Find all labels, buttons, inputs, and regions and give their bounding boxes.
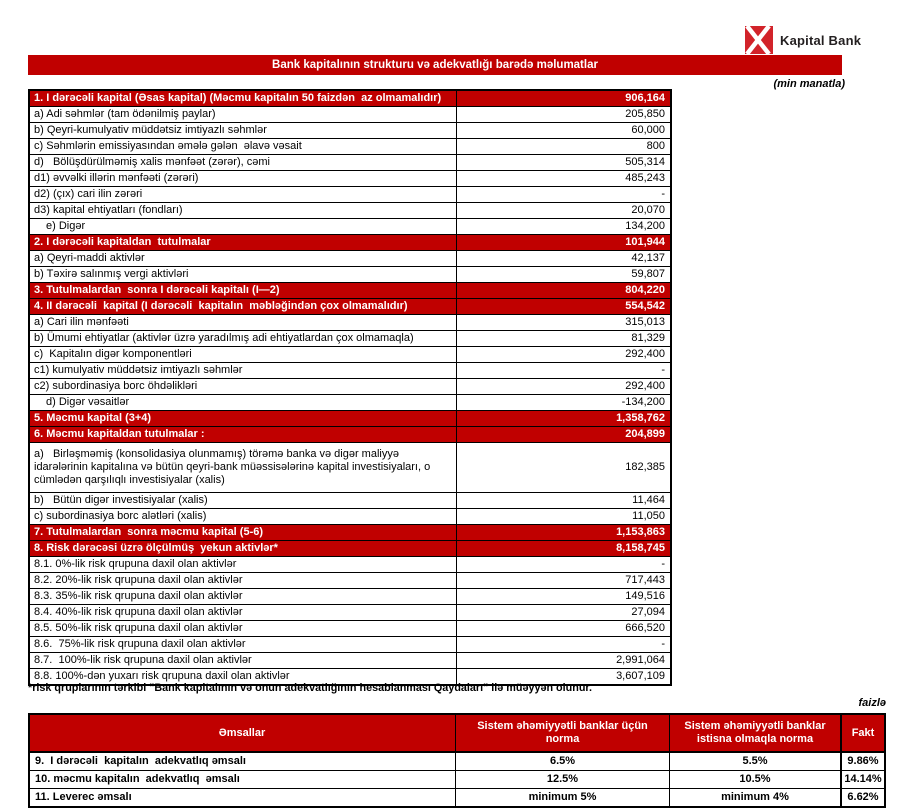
row-value: 59,807 xyxy=(456,267,670,282)
table-row xyxy=(30,652,670,668)
row-label: 8.2. 20%-lik risk qrupuna daxil olan aktivlər xyxy=(34,574,243,586)
table-row xyxy=(30,122,670,138)
capital-table xyxy=(28,89,672,686)
fact-value: 14.14% xyxy=(840,771,884,788)
row-value: 134,200 xyxy=(456,219,670,234)
row-label: 3. Tutulmalardan sonra I dərəcəli kapitalı (I—2) xyxy=(34,284,280,296)
row-label: 8.6. 75%-lik risk qrupuna daxil olan aktivlər xyxy=(34,638,246,650)
row-value: 20,070 xyxy=(456,203,670,218)
kapital-bank-logo xyxy=(745,26,861,54)
row-label: c) Kapitalın digər komponentləri xyxy=(34,348,192,360)
systemic-norm-value: minimum 5% xyxy=(455,789,669,806)
row-value: - xyxy=(456,187,670,202)
row-label: a) Qeyri-maddi aktivlər xyxy=(34,252,145,264)
table-row xyxy=(30,508,670,524)
row-value: 1,153,863 xyxy=(456,525,670,540)
row-label: 7. Tutulmalardan sonra məcmu kapital (5-6) xyxy=(34,526,264,538)
row-label: d2) (çıx) cari ilin zərəri xyxy=(34,188,143,200)
row-label: 1. I dərəcəli kapital (Əsas kapital) (Məcmu kapitalın 50 faizdən az olmamalıdır) xyxy=(34,92,442,104)
table-section-row xyxy=(30,298,670,314)
table-row xyxy=(30,138,670,154)
risk-groups-footnote: *risk qruplarının tərkibi "Bank kapitalının və onun adekvatlığının hesablanması Qaydaları" ilə müəyyən olunur. xyxy=(28,682,593,694)
table-row xyxy=(30,620,670,636)
row-value: 204,899 xyxy=(456,427,670,442)
header-fact: Fakt xyxy=(840,715,884,751)
row-label: d) Digər vəsaitlər xyxy=(46,396,130,408)
row-label: a) Birləşməmiş (konsolidasiya olunmamış) törəmə banka və digər maliyyə idarələrinin kapitalına və bütün qeyri-bank müəssisələrinə kapital investisiyaları, o cümlədən qarşılıqlı investisiyalar (xalis) xyxy=(34,448,434,486)
table-section-row xyxy=(30,410,670,426)
row-value: 554,542 xyxy=(456,299,670,314)
row-label: 8.5. 50%-lik risk qrupuna daxil olan aktivlər xyxy=(34,622,243,634)
table-row xyxy=(30,604,670,620)
row-value: 149,516 xyxy=(456,589,670,604)
row-value: 2,991,064 xyxy=(456,653,670,668)
row-value: 101,944 xyxy=(456,235,670,250)
row-label: b) Bütün digər investisiyalar (xalis) xyxy=(34,494,208,506)
row-label: d) Bölüşdürülməmiş xalis mənfəət (zərər), cəmi xyxy=(34,156,270,168)
header-coefficients: Əmsallar xyxy=(218,726,266,739)
table-row xyxy=(30,106,670,122)
table-row xyxy=(30,202,670,218)
ratio-row xyxy=(30,753,884,770)
row-value: 11,050 xyxy=(456,509,670,524)
row-value: 11,464 xyxy=(456,493,670,508)
table-section-row xyxy=(30,426,670,442)
ratio-row xyxy=(30,788,884,806)
kapital-bank-logo-icon xyxy=(745,26,773,54)
table-row xyxy=(30,266,670,282)
row-value: 81,329 xyxy=(456,331,670,346)
row-label: c) Səhmlərin emissiyasından əmələ gələn əlavə vəsait xyxy=(34,140,302,152)
logo-text: Kapital Bank xyxy=(780,32,862,48)
row-value: 505,314 xyxy=(456,155,670,170)
table-row xyxy=(30,588,670,604)
row-value: 1,358,762 xyxy=(456,411,670,426)
table-row xyxy=(30,378,670,394)
table-section-row xyxy=(30,524,670,540)
row-value: -134,200 xyxy=(456,395,670,410)
row-label: a) Cari ilin mənfəəti xyxy=(34,316,129,328)
ratios-table-header xyxy=(30,715,884,751)
row-label: 8.8. 100%-dən yuxarı risk qrupuna daxil olan aktivlər xyxy=(34,670,290,682)
row-value: 666,520 xyxy=(456,621,670,636)
table-section-row xyxy=(30,234,670,250)
row-value: 906,164 xyxy=(456,91,670,106)
row-value: 27,094 xyxy=(456,605,670,620)
row-label: 8.1. 0%-lik risk qrupuna daxil olan aktivlər xyxy=(34,558,237,570)
non-systemic-norm-value: minimum 4% xyxy=(669,789,840,806)
fact-value: 6.62% xyxy=(840,789,884,806)
row-label: e) Digər xyxy=(46,220,86,232)
row-label: d3) kapital ehtiyatları (fondları) xyxy=(34,204,183,216)
table-row xyxy=(30,330,670,346)
row-value: - xyxy=(456,557,670,572)
row-label: c2) subordinasiya borc öhdəlikləri xyxy=(34,380,198,392)
row-label: 6. Məcmu kapitaldan tutulmalar : xyxy=(34,428,205,440)
percent-note: faizlə xyxy=(858,697,886,709)
ratio-label: 9. I dərəcəli kapitalın adekvatlıq əmsalı xyxy=(35,755,246,767)
ratio-label: 11. Leverec əmsalı xyxy=(35,791,132,803)
row-value: - xyxy=(456,637,670,652)
table-row xyxy=(30,154,670,170)
table-section-row xyxy=(30,282,670,298)
table-row xyxy=(30,186,670,202)
row-value: 717,443 xyxy=(456,573,670,588)
header-non-systemic-norm: Sistem əhəmiyyətli banklar istisna olmaqla norma xyxy=(669,715,840,751)
fact-value: 9.86% xyxy=(840,753,884,770)
table-row xyxy=(30,556,670,572)
row-value: 800 xyxy=(456,139,670,154)
row-label: 2. I dərəcəli kapitaldan tutulmalar xyxy=(34,236,211,248)
table-row xyxy=(30,492,670,508)
table-section-row xyxy=(30,91,670,106)
table-row xyxy=(30,572,670,588)
table-row xyxy=(30,314,670,330)
row-label: 8.7. 100%-lik risk qrupuna daxil olan aktivlər xyxy=(34,654,252,666)
table-row xyxy=(30,218,670,234)
row-value: 42,137 xyxy=(456,251,670,266)
table-row xyxy=(30,250,670,266)
row-value: 182,385 xyxy=(456,443,670,492)
table-row xyxy=(30,362,670,378)
table-row xyxy=(30,170,670,186)
row-value: 485,243 xyxy=(456,171,670,186)
ratio-row xyxy=(30,770,884,788)
row-label: a) Adi səhmlər (tam ödənilmiş paylar) xyxy=(34,108,216,120)
systemic-norm-value: 12.5% xyxy=(455,771,669,788)
row-label: 8.4. 40%-lik risk qrupuna daxil olan aktivlər xyxy=(34,606,243,618)
row-value: 292,400 xyxy=(456,379,670,394)
unit-note: (min manatla) xyxy=(773,78,845,90)
table-row xyxy=(30,636,670,652)
row-label: b) Qeyri-kumulyativ müddətsiz imtiyazlı səhmlər xyxy=(34,124,267,136)
ratios-table-body xyxy=(30,751,884,806)
row-value: 804,220 xyxy=(456,283,670,298)
non-systemic-norm-value: 5.5% xyxy=(669,753,840,770)
row-label: 4. II dərəcəli kapital (I dərəcəli kapitalın məbləğindən çox olmamalıdır) xyxy=(34,300,408,312)
row-value: 205,850 xyxy=(456,107,670,122)
table-row xyxy=(30,394,670,410)
table-row xyxy=(30,442,670,492)
header-systemic-norm: Sistem əhəmiyyətli banklar üçün norma xyxy=(455,715,669,751)
row-value: 8,158,745 xyxy=(456,541,670,556)
row-value: 315,013 xyxy=(456,315,670,330)
row-label: b) Ümumi ehtiyatlar (aktivlər üzrə yaradılmış adi ehtiyatlardan çox olmamaqla) xyxy=(34,332,414,344)
row-label: c1) kumulyativ müddətsiz imtiyazlı səhmlər xyxy=(34,364,243,376)
ratio-label: 10. məcmu kapitalın adekvatlıq əmsalı xyxy=(35,773,240,785)
table-row xyxy=(30,346,670,362)
table-section-row xyxy=(30,540,670,556)
non-systemic-norm-value: 10.5% xyxy=(669,771,840,788)
row-label: b) Təxirə salınmış vergi aktivləri xyxy=(34,268,189,280)
row-label: 5. Məcmu kapital (3+4) xyxy=(34,412,152,424)
ratios-table xyxy=(28,713,886,808)
row-label: 8.3. 35%-lik risk qrupuna daxil olan aktivlər xyxy=(34,590,243,602)
row-value: - xyxy=(456,363,670,378)
row-label: 8. Risk dərəcəsi üzrə ölçülmüş yekun aktivlər* xyxy=(34,542,278,554)
row-label: c) subordinasiya borc alətləri (xalis) xyxy=(34,510,207,522)
row-value: 60,000 xyxy=(456,123,670,138)
row-value: 3,607,109 xyxy=(456,669,670,684)
report-title-banner: Bank kapitalının strukturu və adekvatlığı barədə məlumatlar xyxy=(28,55,842,75)
row-value: 292,400 xyxy=(456,347,670,362)
capital-table-body xyxy=(30,91,670,684)
systemic-norm-value: 6.5% xyxy=(455,753,669,770)
row-label: d1) əvvəlki illərin mənfəəti (zərəri) xyxy=(34,172,199,184)
